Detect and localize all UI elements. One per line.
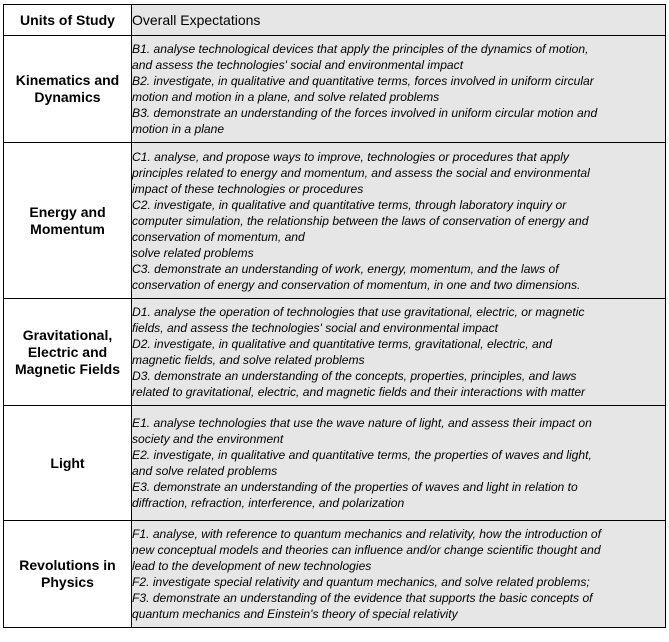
expectations-cell (132, 406, 666, 521)
expectation-line: F3. demonstrate an understanding of the evidence that supports the basic concepts of (132, 591, 593, 605)
expectation-line: B2. investigate, in qualitative and quantitative terms, forces involved in uniform circular (132, 74, 594, 88)
expectation-line: B3. demonstrate an understanding of the forces involved in uniform circular motion and (132, 106, 598, 120)
unit-row-kinematics (4, 36, 666, 143)
expectations-cell (132, 36, 666, 143)
unit-name: Revolutions in Physics (4, 521, 132, 628)
expectation-line: D3. demonstrate an understanding of the concepts, properties, principles, and laws (132, 369, 577, 383)
expectations-cell (132, 521, 666, 628)
unit-row-light (4, 406, 666, 521)
expectation-line: conservation of energy and conservation of momentum, in one and two dimensions. (132, 277, 581, 292)
unit-name: Kinematics and Dynamics (4, 36, 132, 143)
expectation-line: magnetic fields, and solve related problems (132, 353, 365, 367)
unit-name: Light (4, 406, 132, 521)
expectation-line: society and the environment (132, 432, 284, 446)
expectation-line: E1. analyse technologies that use the wave nature of light, and assess their impact on (132, 416, 592, 430)
expectation-line: fields, and assess the technologies' social and environmental impact (132, 321, 499, 335)
units-expectations-table (3, 4, 666, 628)
expectation-line: D1. analyse the operation of technologies that use gravitational, electric, or magnetic (132, 305, 585, 319)
expectation-line: and assess the technologies' social and environmental impact (132, 58, 464, 72)
expectation-line: C1. analyse, and propose ways to improve, technologies or procedures that apply (132, 149, 569, 164)
expectation-line: and solve related problems (132, 464, 278, 478)
expectation-line: C3. demonstrate an understanding of work, energy, momentum, and the laws of (132, 261, 559, 276)
expectation-line: B1. analyse technological devices that apply the principles of the dynamics of motion, (132, 42, 589, 56)
expectations-cell (132, 299, 666, 406)
expectation-line: lead to the development of new technologies (132, 559, 372, 573)
expectation-line: computer simulation, the relationship between the laws of conservation of energy and (132, 213, 589, 228)
expectation-line: quantum mechanics and Einstein's theory of special relativity (132, 607, 458, 621)
expectation-line: related to gravitational, electric, and magnetic fields and their interactions with matter (132, 385, 586, 399)
expectation-line: F1. analyse, with reference to quantum mechanics and relativity, how the introduction of (132, 527, 601, 541)
expectation-line: diffraction, refraction, interference, and polarization (132, 496, 405, 510)
expectation-line: motion and motion in a plane, and solve related problems (132, 90, 440, 104)
unit-name: Energy and Momentum (4, 143, 132, 299)
expectation-line: C2. investigate, in qualitative and quantitative terms, through laboratory inquiry or (132, 197, 567, 212)
expectation-line: E2. investigate, in qualitative and quantitative terms, the properties of waves and light, (132, 448, 592, 462)
expectation-line: new conceptual models and theories can influence and/or change scientific thought and (132, 543, 601, 557)
expectations-cell (132, 143, 666, 299)
expectation-line: conservation of momentum, and (132, 229, 305, 244)
expectation-line: impact of these technologies or procedures (132, 181, 364, 196)
expectation-line: principles related to energy and momentum, and assess the social and environmental (132, 165, 590, 180)
header-row (4, 5, 666, 36)
unit-row-revolutions (4, 521, 666, 628)
expectation-line: solve related problems (132, 245, 254, 260)
unit-row-energy (4, 143, 666, 299)
expectation-line: F2. investigate special relativity and quantum mechanics, and solve related problems; (132, 575, 590, 589)
units-of-study-header: Units of Study (4, 5, 132, 36)
expectation-line: E3. demonstrate an understanding of the properties of waves and light in relation to (132, 480, 578, 494)
unit-name: Gravitational, Electric and Magnetic Fields (4, 299, 132, 406)
expectation-line: motion in a plane (132, 122, 225, 136)
overall-expectations-header: Overall Expectations (132, 5, 666, 36)
expectation-line: D2. investigate, in qualitative and quantitative terms, gravitational, electric, and (132, 337, 553, 351)
unit-row-fields (4, 299, 666, 406)
